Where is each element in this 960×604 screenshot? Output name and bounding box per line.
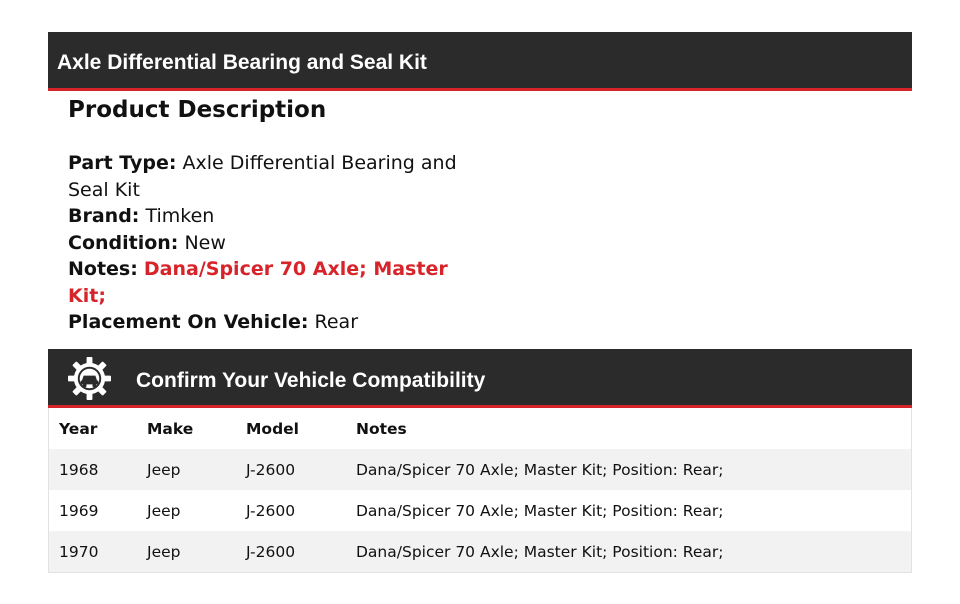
- placement-value: Rear: [314, 311, 359, 333]
- compatibility-title: Confirm Your Vehicle Compatibility: [136, 369, 486, 392]
- part-type-row: [68, 150, 458, 203]
- description-heading: Product Description: [68, 97, 327, 123]
- brand-label: Brand:: [68, 205, 140, 227]
- cell-model: J-2600: [246, 543, 296, 561]
- cell-year: 1969: [59, 502, 99, 520]
- column-header-make: Make: [147, 420, 194, 438]
- placement-label: Placement On Vehicle:: [68, 311, 309, 333]
- cell-model: J-2600: [246, 461, 296, 479]
- table-row: [49, 449, 911, 490]
- placement-row: [68, 309, 458, 336]
- cell-make: Jeep: [147, 461, 181, 479]
- cell-notes: Dana/Spicer 70 Axle; Master Kit; Position: Rear;: [356, 502, 724, 520]
- cell-make: Jeep: [147, 543, 181, 561]
- notes-value: Dana/Spicer 70 Axle; Master Kit;: [68, 258, 448, 307]
- column-header-year: Year: [59, 420, 98, 438]
- compatibility-table: [48, 408, 912, 573]
- cell-notes: Dana/Spicer 70 Axle; Master Kit; Position: Rear;: [356, 461, 724, 479]
- description-list: [68, 150, 458, 336]
- gear-car-icon: [68, 357, 111, 400]
- cell-make: Jeep: [147, 502, 181, 520]
- column-header-model: Model: [246, 420, 299, 438]
- table-header-row: [49, 408, 911, 449]
- product-title: Axle Differential Bearing and Seal Kit: [57, 51, 427, 74]
- cell-model: J-2600: [246, 502, 296, 520]
- condition-value: New: [184, 231, 226, 254]
- notes-row: [68, 256, 458, 309]
- table-row: [49, 531, 911, 572]
- part-type-value: Axle Differential Bearing and Seal Kit: [68, 152, 457, 201]
- brand-row: [68, 203, 458, 230]
- condition-label: Condition:: [68, 231, 179, 254]
- cell-year: 1968: [59, 461, 99, 479]
- condition-row: [68, 230, 458, 257]
- cell-notes: Dana/Spicer 70 Axle; Master Kit; Position: Rear;: [356, 543, 724, 561]
- cell-year: 1970: [59, 543, 99, 561]
- notes-label: Notes:: [68, 258, 138, 280]
- product-title-bar: [48, 32, 912, 91]
- table-row: [49, 490, 911, 531]
- brand-value: Timken: [145, 205, 215, 227]
- column-header-notes: Notes: [356, 420, 407, 438]
- part-type-label: Part Type:: [68, 152, 177, 174]
- compatibility-bar: [48, 349, 912, 408]
